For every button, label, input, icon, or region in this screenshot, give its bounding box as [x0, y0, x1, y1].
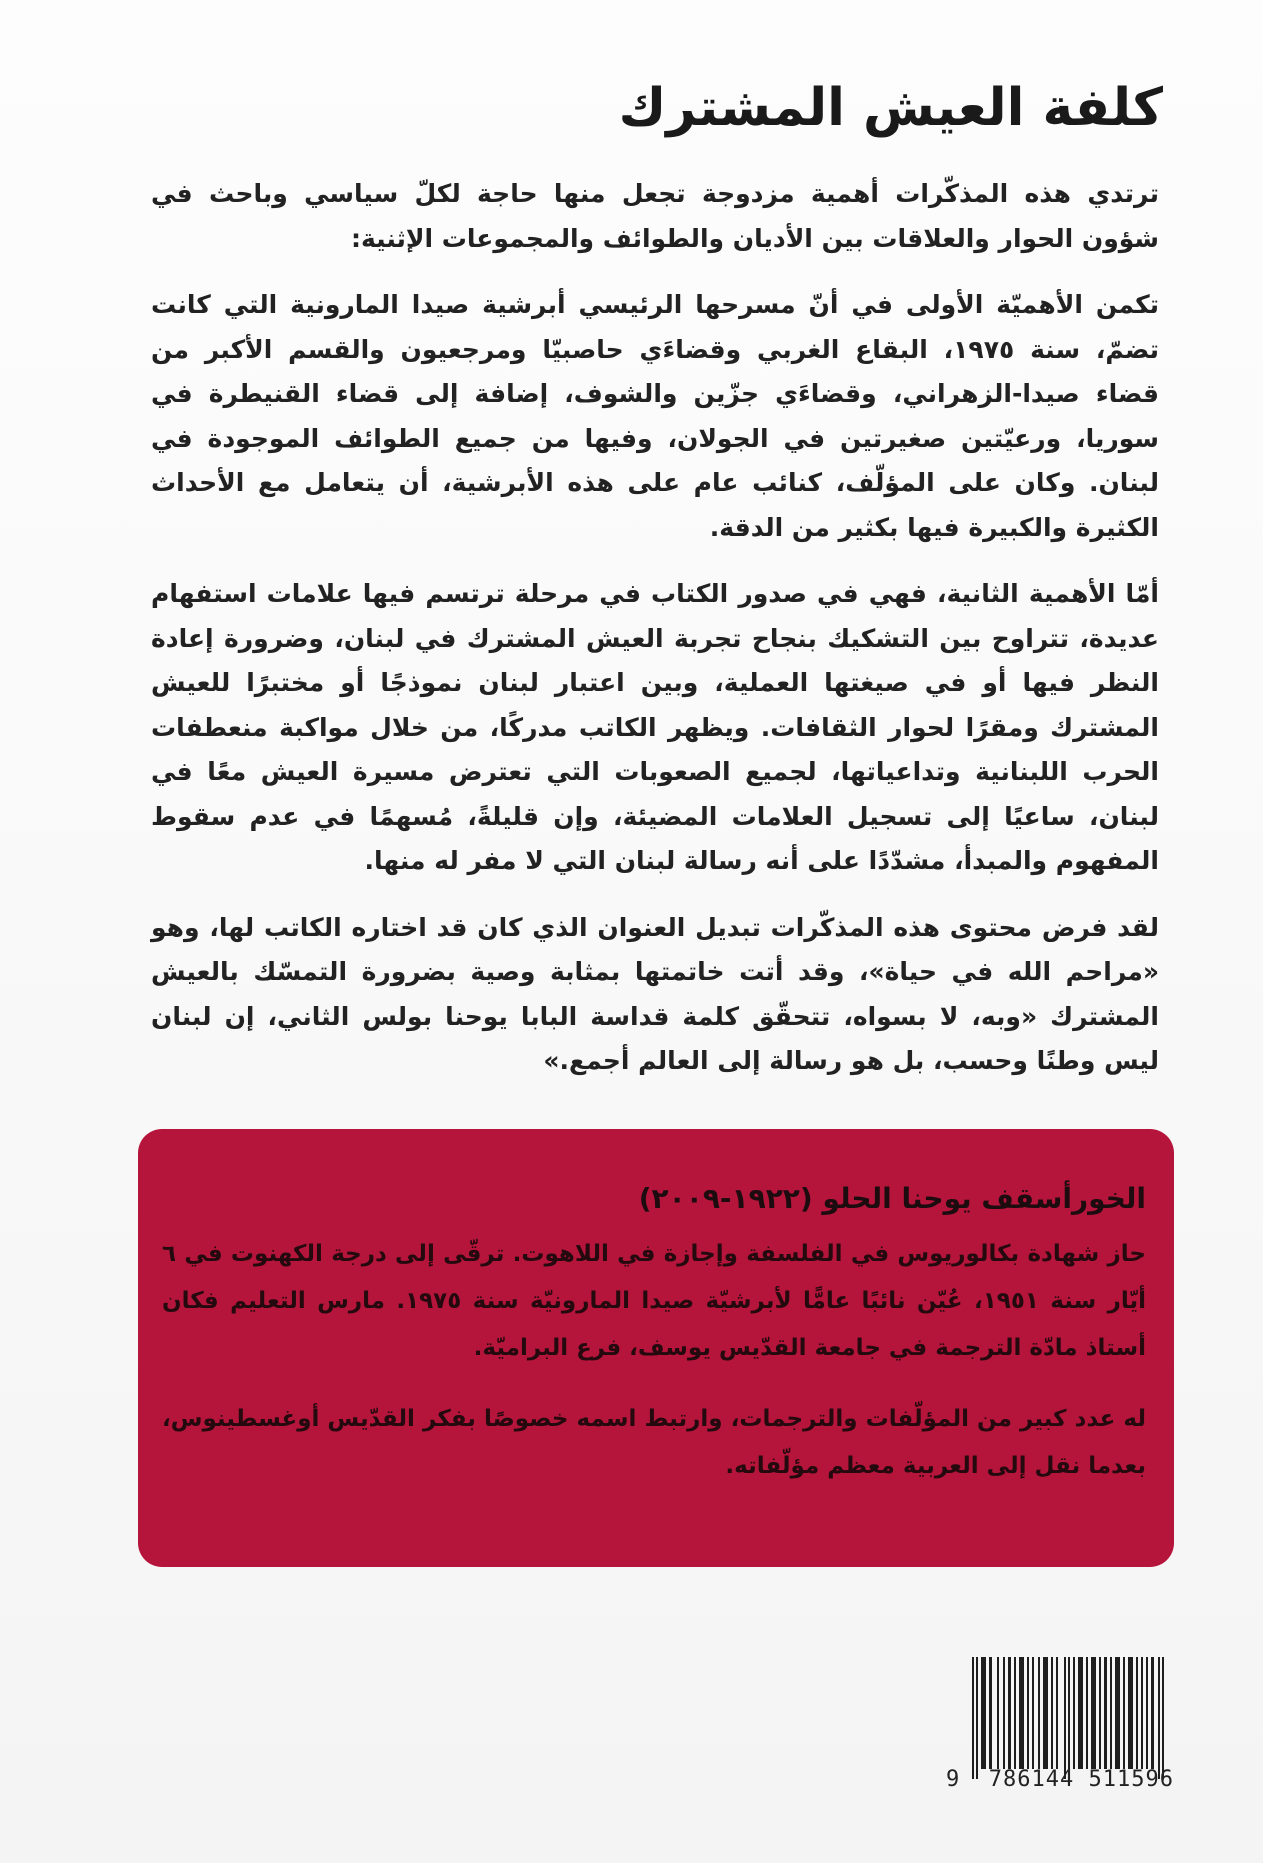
isbn-digits: [946, 1767, 1191, 1792]
author-bio-box: [138, 1129, 1174, 1567]
isbn-right-group: 511596: [1088, 1767, 1174, 1792]
isbn-prefix: 9: [946, 1767, 961, 1792]
blurb-paragraph-3: أمّا الأهمية الثانية، فهي في صدور الكتاب في مرحلة ترتسم فيها علامات استفهام عديدة، تتراوح بين التشكيك بنجاح تجربة العيش المشترك في لبنان، وضرورة إعادة النظر فيها أو في صيغتها العملية، وبين اعتبار لبنان نموذجًا أو مختبرًا للعيش المشترك ومقرًا لحوار الثقافات. ويظهر الكاتب مدركًا، من خلال مواكبة منعطفات الحرب اللبنانية وتداعياتها، لجميع الصعوبات التي تعترض مسيرة العيش معًا في لبنان، ساعيًا إلى تسجيل العلامات المضيئة، وإن قليلةً، مُسهمًا في عدم سقوط المفهوم والمبدأ، مشدّدًا على أنه رسالة لبنان التي لا مفر له منها.: [151, 579, 1159, 875]
barcode-bars-icon: [946, 1655, 1191, 1780]
author-bio-paragraph-1: حاز شهادة بكالوريوس في الفلسفة وإجازة في اللاهوت. ترقّى إلى درجة الكهنوت في ٦ أيّار سنة ١٩٥١، عُيّن نائبًا عامًّا لأبرشيّة صيدا المارونيّة سنة ١٩٧٥. مارس التعليم فكان أستاذ مادّة الترجمة في جامعة القدّيس يوسف، فرع البراميّة.: [162, 1241, 1146, 1361]
author-bio-paragraph-2: له عدد كبير من المؤلّفات والترجمات، وارتبط اسمه خصوصًا بفكر القدّيس أوغسطينوس، بعدما نقل إلى العربية معظم مؤلّفاته.: [162, 1406, 1146, 1479]
blurb-paragraph-2: تكمن الأهميّة الأولى في أنّ مسرحها الرئيسي أبرشية صيدا المارونية التي كانت تضمّ، سنة ١٩٧٥، البقاع الغربي وقضاءَي حاصبيّا ومرجعيون والقسم الأكبر من قضاء صيدا-الزهراني، وقضاءَي جزّين والشوف، إضافة إلى قضاء القنيطرة في سوريا، ورعيّتين صغيرتين في الجولان، وفيها من جميع الطوائف الموجودة في لبنان. وكان على المؤلّف، كنائب عام على هذه الأبرشية، أن يتعامل مع الأحداث الكثيرة والكبيرة فيها بكثير من الدقة.: [151, 290, 1160, 542]
blurb-text: [151, 172, 1159, 1106]
author-name-heading: الخورأسقف يوحنا الحلو (١٩٢٢-٢٠٠٩): [638, 1182, 1146, 1215]
book-title: كلفة العيش المشترك: [618, 78, 1163, 138]
isbn-left-group: 786144: [988, 1767, 1075, 1792]
blurb-paragraph-1: ترتدي هذه المذكّرات أهمية مزدوجة تجعل منها حاجة لكلّ سياسي وباحث في شؤون الحوار والعلاقات بين الأديان والطوائف والمجموعات الإثنية:: [151, 179, 1159, 253]
blurb-paragraph-4: لقد فرض محتوى هذه المذكّرات تبديل العنوان الذي كان قد اختاره الكاتب لها، وهو «مراحم الله في حياة»، وقد أتت خاتمتها بمثابة وصية بضرورة التمسّك بالعيش المشترك «وبه، لا بسواه، تتحقّق كلمة قداسة البابا يوحنا بولس الثاني، إن لبنان ليس وطنًا وحسب، بل هو رسالة إلى العالم أجمع.»: [151, 912, 1159, 1075]
isbn-barcode: [946, 1655, 1191, 1795]
